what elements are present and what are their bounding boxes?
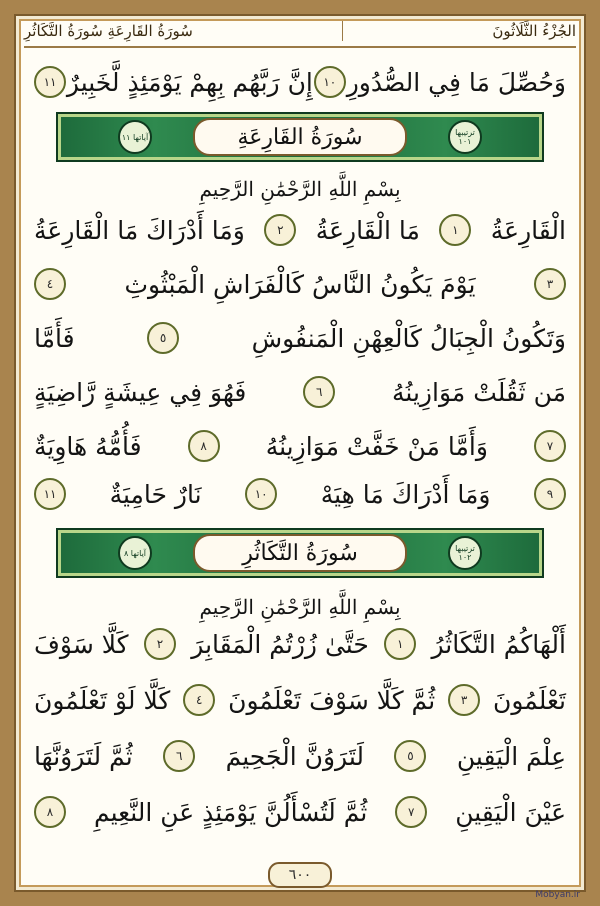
ayah-marker: ٢ xyxy=(144,628,176,660)
watermark: Mobyan.ir xyxy=(535,890,580,900)
verse-text: تَعْلَمُونَ xyxy=(492,685,566,715)
surah-qariah xyxy=(34,172,566,512)
ayah-marker: ٣ xyxy=(534,268,566,300)
page-header xyxy=(24,18,576,44)
verse-line xyxy=(34,790,566,834)
verse-line xyxy=(34,734,566,778)
verse-text: فَهُوَ فِي عِيشَةٍ رَّاضِيَةٍ xyxy=(34,377,247,407)
verse-text: إِنَّ رَبَّهُم بِهِمْ يَوْمَئِذٍ لَّخَبِيرٌ xyxy=(66,67,313,97)
verse-text: مَا الْقَارِعَةُ xyxy=(315,215,420,245)
verse-text: وَحُصِّلَ مَا فِي الصُّدُورِ xyxy=(346,67,566,97)
ayah-marker: ٤ xyxy=(183,684,215,716)
surah-title: سُورَةُ التَّكَاثُرِ xyxy=(193,534,407,572)
verse-text: ثُمَّ كَلَّا سَوْفَ تَعْلَمُونَ xyxy=(228,685,436,715)
verse-text: أَلْهَاكُمُ التَّكَاثُرُ xyxy=(431,629,566,659)
verse-text: لَتَرَوُنَّ الْجَحِيمَ xyxy=(225,741,364,771)
ayah-marker: ١١ xyxy=(34,66,66,98)
ayah-marker: ٦ xyxy=(303,376,335,408)
ayah-marker: ٨ xyxy=(188,430,220,462)
header-rule xyxy=(24,46,576,48)
verse-text: وَمَا أَدْرَاكَ مَا هِيَهْ xyxy=(320,479,491,509)
ayah-marker: ٥ xyxy=(147,322,179,354)
ayah-marker: ١٠ xyxy=(245,478,277,510)
verse-text: حَتَّىٰ زُرْتُمُ الْمَقَابِرَ xyxy=(191,629,369,659)
verse-text: نَارٌ حَامِيَةٌ xyxy=(109,479,202,509)
ayah-marker: ١٠ xyxy=(314,66,346,98)
juz-title: الجُزْءُ الثَّلَاثُونَ xyxy=(492,22,576,40)
verse-line xyxy=(34,316,566,360)
ayah-marker: ٨ xyxy=(34,796,66,828)
verse-text: عَيْنَ الْيَقِينِ xyxy=(455,797,566,827)
verse-text: ثُمَّ لَتُسْأَلُنَّ يَوْمَئِذٍ عَنِ النَّعِيمِ xyxy=(93,797,368,827)
surah-verses-medal: آياتها ٨ xyxy=(118,536,152,570)
ayah-marker: ٣ xyxy=(448,684,480,716)
ayah-marker: ١١ xyxy=(34,478,66,510)
verse-line xyxy=(34,424,566,468)
verse-text: فَأَمَّا xyxy=(34,323,75,353)
verse-text: كَلَّا لَوْ تَعْلَمُونَ xyxy=(34,685,171,715)
ayah-marker: ٥ xyxy=(394,740,426,772)
header-divider xyxy=(342,21,343,41)
ayah-marker: ٦ xyxy=(163,740,195,772)
ayah-marker: ٢ xyxy=(264,214,296,246)
verse-text: عِلْمَ الْيَقِينِ xyxy=(456,741,566,771)
verse-line xyxy=(34,208,566,252)
verse-text: وَتَكُونُ الْجِبَالُ كَالْعِهْنِ الْمَنفُوشِ xyxy=(251,323,566,353)
verse-text: كَلَّا سَوْفَ xyxy=(34,629,129,659)
page-number: ٦٠٠ xyxy=(268,862,332,888)
surah-title: سُورَةُ القَارِعَةِ xyxy=(193,118,407,156)
ayah-marker: ٤ xyxy=(34,268,66,300)
verse-text: ثُمَّ لَتَرَوُنَّهَا xyxy=(34,741,133,771)
verse-text: وَأَمَّا مَنْ خَفَّتْ مَوَازِينُهُ xyxy=(265,431,488,461)
surah-verses-medal: آياتها ١١ xyxy=(118,120,152,154)
surah-banner xyxy=(56,112,544,162)
surah-takathur xyxy=(34,590,566,860)
ayah-marker: ١ xyxy=(384,628,416,660)
ayah-marker: ١ xyxy=(439,214,471,246)
verse-line xyxy=(34,262,566,306)
basmala: بِسْمِ اللَّهِ الرَّحْمَٰنِ الرَّحِيمِ xyxy=(199,177,401,201)
surah-banner xyxy=(56,528,544,578)
verse-line xyxy=(34,678,566,722)
ayah-marker: ٧ xyxy=(395,796,427,828)
verse-text: فَأُمُّهُ هَاوِيَةٌ xyxy=(34,431,142,461)
surah-order-medal: ترتيبها ١٠١ xyxy=(448,120,482,154)
surah-names-title: سُورَةُ القَارِعَةِ سُورَةُ التَّكَاثُرِ xyxy=(24,22,193,40)
verse-line xyxy=(34,370,566,414)
verse-text: مَن ثَقُلَتْ مَوَازِينُهُ xyxy=(392,377,566,407)
verse-line xyxy=(34,622,566,666)
verse-text: الْقَارِعَةُ xyxy=(490,215,566,245)
verse-line xyxy=(34,60,566,104)
verse-line xyxy=(34,472,566,516)
basmala: بِسْمِ اللَّهِ الرَّحْمَٰنِ الرَّحِيمِ xyxy=(199,595,401,619)
verse-text: يَوْمَ يَكُونُ النَّاسُ كَالْفَرَاشِ الْمَبْثُوثِ xyxy=(124,269,476,299)
verse-text: وَمَا أَدْرَاكَ مَا الْقَارِعَةُ xyxy=(34,215,245,245)
ayah-marker: ٧ xyxy=(534,430,566,462)
ayah-marker: ٩ xyxy=(534,478,566,510)
surah-order-medal: ترتيبها ١٠٢ xyxy=(448,536,482,570)
